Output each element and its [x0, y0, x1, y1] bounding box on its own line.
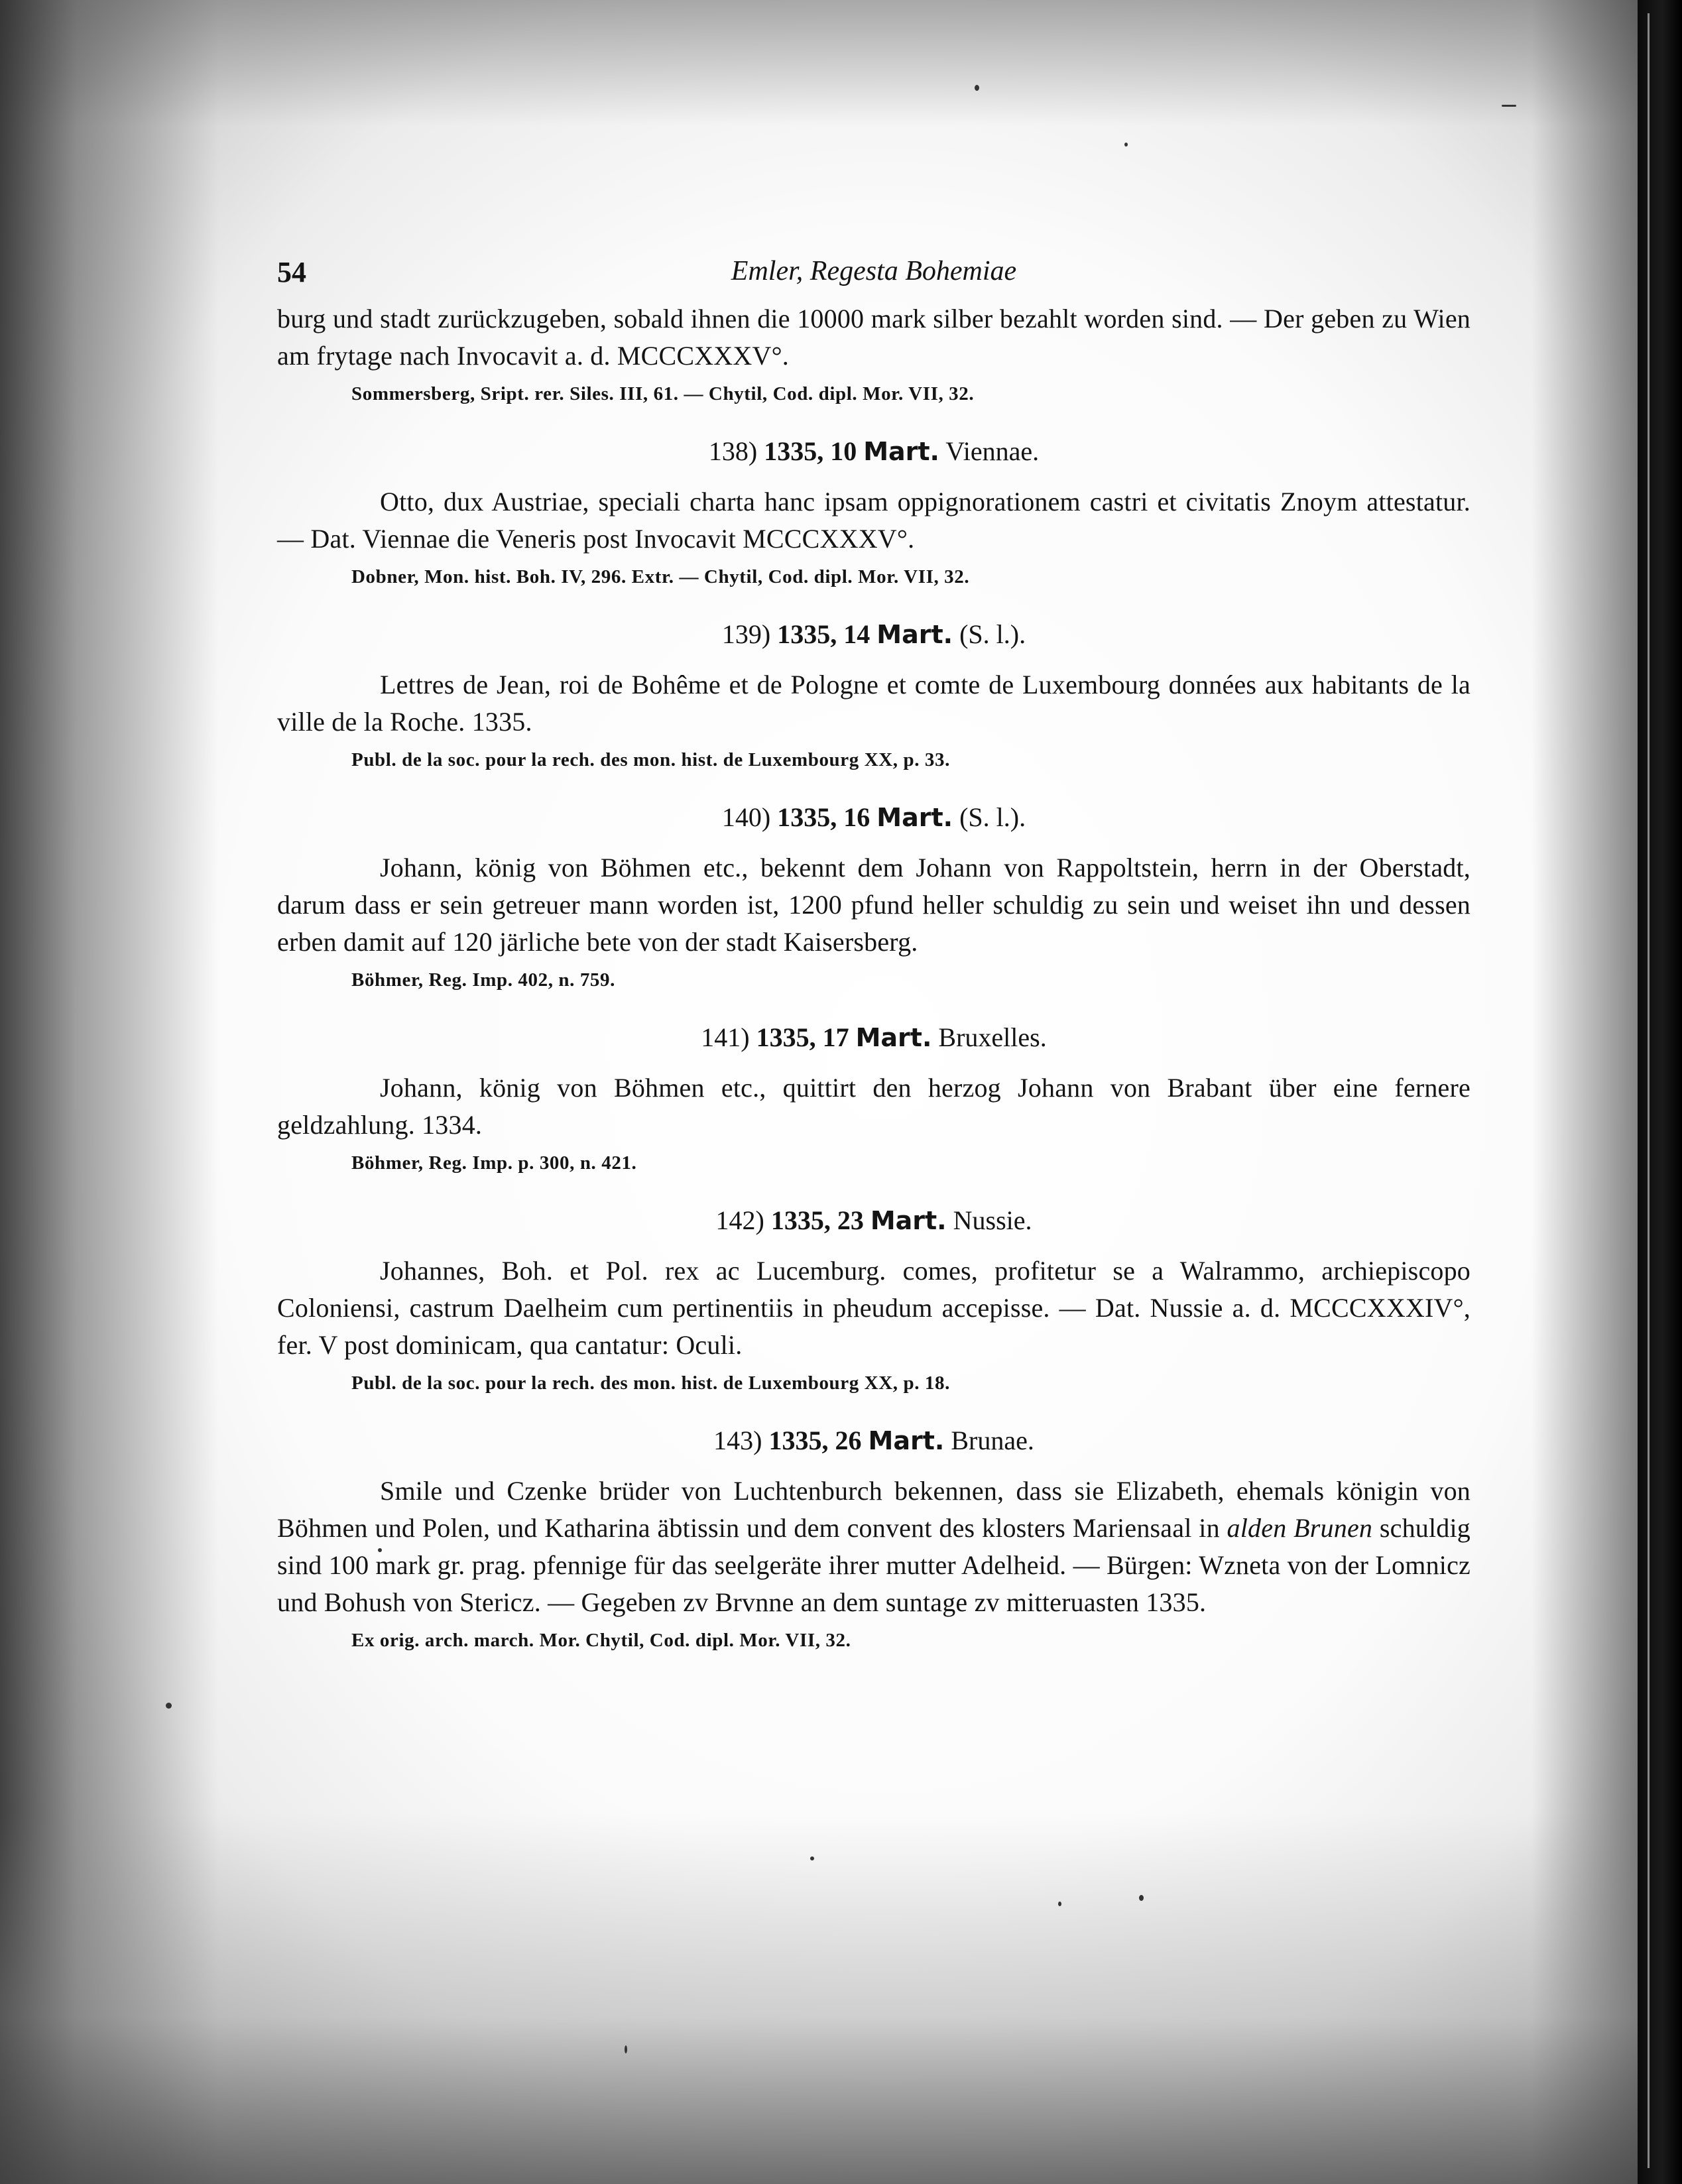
entry-text: Johann, könig von Böhmen etc., bekennt dem Johann von Rappoltstein, herrn in der Oberstadt, darum dass er sein getreuer mann worden ist, 1200 pfund heller schuldig zu sein und weiset ihn und dessen erben damit auf 120 järliche bete von der stadt Kaisersberg.	[277, 853, 1471, 957]
entry-date: 1335, 23	[770, 1205, 864, 1235]
entry-142	[277, 1202, 1471, 1398]
binding-edge-line	[1648, 13, 1650, 2168]
entry-138	[277, 433, 1471, 592]
running-title: Emler, Regesta Bohemiae	[731, 256, 1017, 286]
binding-gutter	[1638, 0, 1682, 2184]
entry-source: Publ. de la soc. pour la rech. des mon. hist. de Luxembourg XX, p. 33.	[351, 749, 950, 770]
entry-text-end: schuldig sind 100 mark gr. prag. pfennige für das seelgeräte ihrer mutter Adelheid. — Bürgen: Wzneta von der Lomnicz und Bohush von Stericz. — Gegeben zv Brvnne an dem suntage zv mitteruasten 1335.	[277, 1513, 1471, 1617]
page-shadow-bottom	[0, 1813, 1638, 2184]
entry-month: Mart.	[876, 803, 953, 832]
entry-place: Nussie.	[953, 1205, 1032, 1235]
entry-number: 142)	[715, 1205, 764, 1235]
entry-month: Mart.	[868, 1426, 945, 1455]
entry-text-italic: alden Brunen	[1227, 1513, 1373, 1543]
entry-text-start: Smile und Czenke brüder von Luchtenburch bekennen, dass sie Elizabeth, ehemals königin von Böhmen und Polen, und Katharina äbtissin und dem convent des klosters Mariensaal in	[277, 1476, 1471, 1543]
intro-text: burg und stadt zurückzugeben, sobald ihnen die 10000 mark silber bezahlt worden sind. — Der geben zu Wien am frytage nach Invocavit a. d. MCCCXXXV°.	[277, 304, 1471, 371]
entry-month: Mart.	[855, 1023, 932, 1052]
page-number: 54	[277, 256, 306, 288]
entry-month: Mart.	[876, 620, 953, 649]
entry-text: Johann, könig von Böhmen etc., quittirt den herzog Johann von Brabant über eine fernere geldzahlung. 1334.	[277, 1073, 1471, 1140]
entry-heading	[277, 1202, 1471, 1239]
entry-place: Bruxelles.	[938, 1022, 1047, 1052]
entry-source: Ex orig. arch. march. Mor. Chytil, Cod. dipl. Mor. VII, 32.	[351, 1630, 851, 1651]
entry-date: 1335, 14	[777, 619, 871, 649]
text-block	[277, 255, 1471, 1656]
entry-141	[277, 1019, 1471, 1178]
entry-heading	[277, 1019, 1471, 1056]
page-shadow-top	[0, 0, 1638, 126]
entry-number: 143)	[713, 1426, 762, 1455]
entry-number: 141)	[701, 1022, 750, 1052]
entry-date: 1335, 17	[756, 1022, 849, 1052]
entry-text: Lettres de Jean, roi de Bohême et de Pologne et comte de Luxembourg données aux habitants de la ville de la Roche. 1335.	[277, 670, 1471, 737]
entry-place: Viennae.	[945, 436, 1040, 466]
entry-heading	[277, 1422, 1471, 1459]
entry-month: Mart.	[863, 437, 939, 466]
entry-source: Böhmer, Reg. Imp. p. 300, n. 421.	[351, 1152, 637, 1174]
entry-text: Johannes, Boh. et Pol. rex ac Lucemburg. comes, profitetur se a Walrammo, archiepiscopo Coloniensi, castrum Daelheim cum pertinentiis in pheudum accepisse. — Dat. Nussie a. d. MCCCXXXIV°, fer. V post dominicam, qua cantatur: Oculi.	[277, 1256, 1471, 1360]
intro-source: Sommersberg, Sript. rer. Siles. III, 61. — Chytil, Cod. dipl. Mor. VII, 32.	[351, 383, 975, 404]
entry-heading	[277, 433, 1471, 470]
entry-text	[277, 1473, 1471, 1621]
entry-140	[277, 799, 1471, 995]
entry-source: Publ. de la soc. pour la rech. des mon. hist. de Luxembourg XX, p. 18.	[351, 1372, 950, 1394]
entry-heading	[277, 799, 1471, 836]
entry-text: Otto, dux Austriae, speciali charta hanc ipsam oppignorationem castri et civitatis Znoym attestatur. — Dat. Viennae die Veneris post Invocavit MCCCXXXV°.	[277, 487, 1471, 554]
entry-place: (S. l.).	[959, 619, 1026, 649]
entry-number: 139)	[721, 619, 771, 649]
entry-143	[277, 1422, 1471, 1656]
entry-date: 1335, 16	[777, 802, 871, 832]
entry-source: Böhmer, Reg. Imp. 402, n. 759.	[351, 969, 615, 991]
entry-heading	[277, 616, 1471, 653]
running-head	[277, 255, 1471, 296]
entry-number: 140)	[721, 802, 771, 832]
entry-month: Mart.	[870, 1206, 947, 1235]
entry-source: Dobner, Mon. hist. Boh. IV, 296. Extr. — Chytil, Cod. dipl. Mor. VII, 32.	[351, 566, 970, 587]
entry-place: (S. l.).	[959, 802, 1026, 832]
entry-date: 1335, 26	[768, 1426, 862, 1455]
entry-number: 138)	[708, 436, 758, 466]
entry-139	[277, 616, 1471, 775]
entry-date: 1335, 10	[764, 436, 857, 466]
entry-place: Brunae.	[951, 1426, 1034, 1455]
